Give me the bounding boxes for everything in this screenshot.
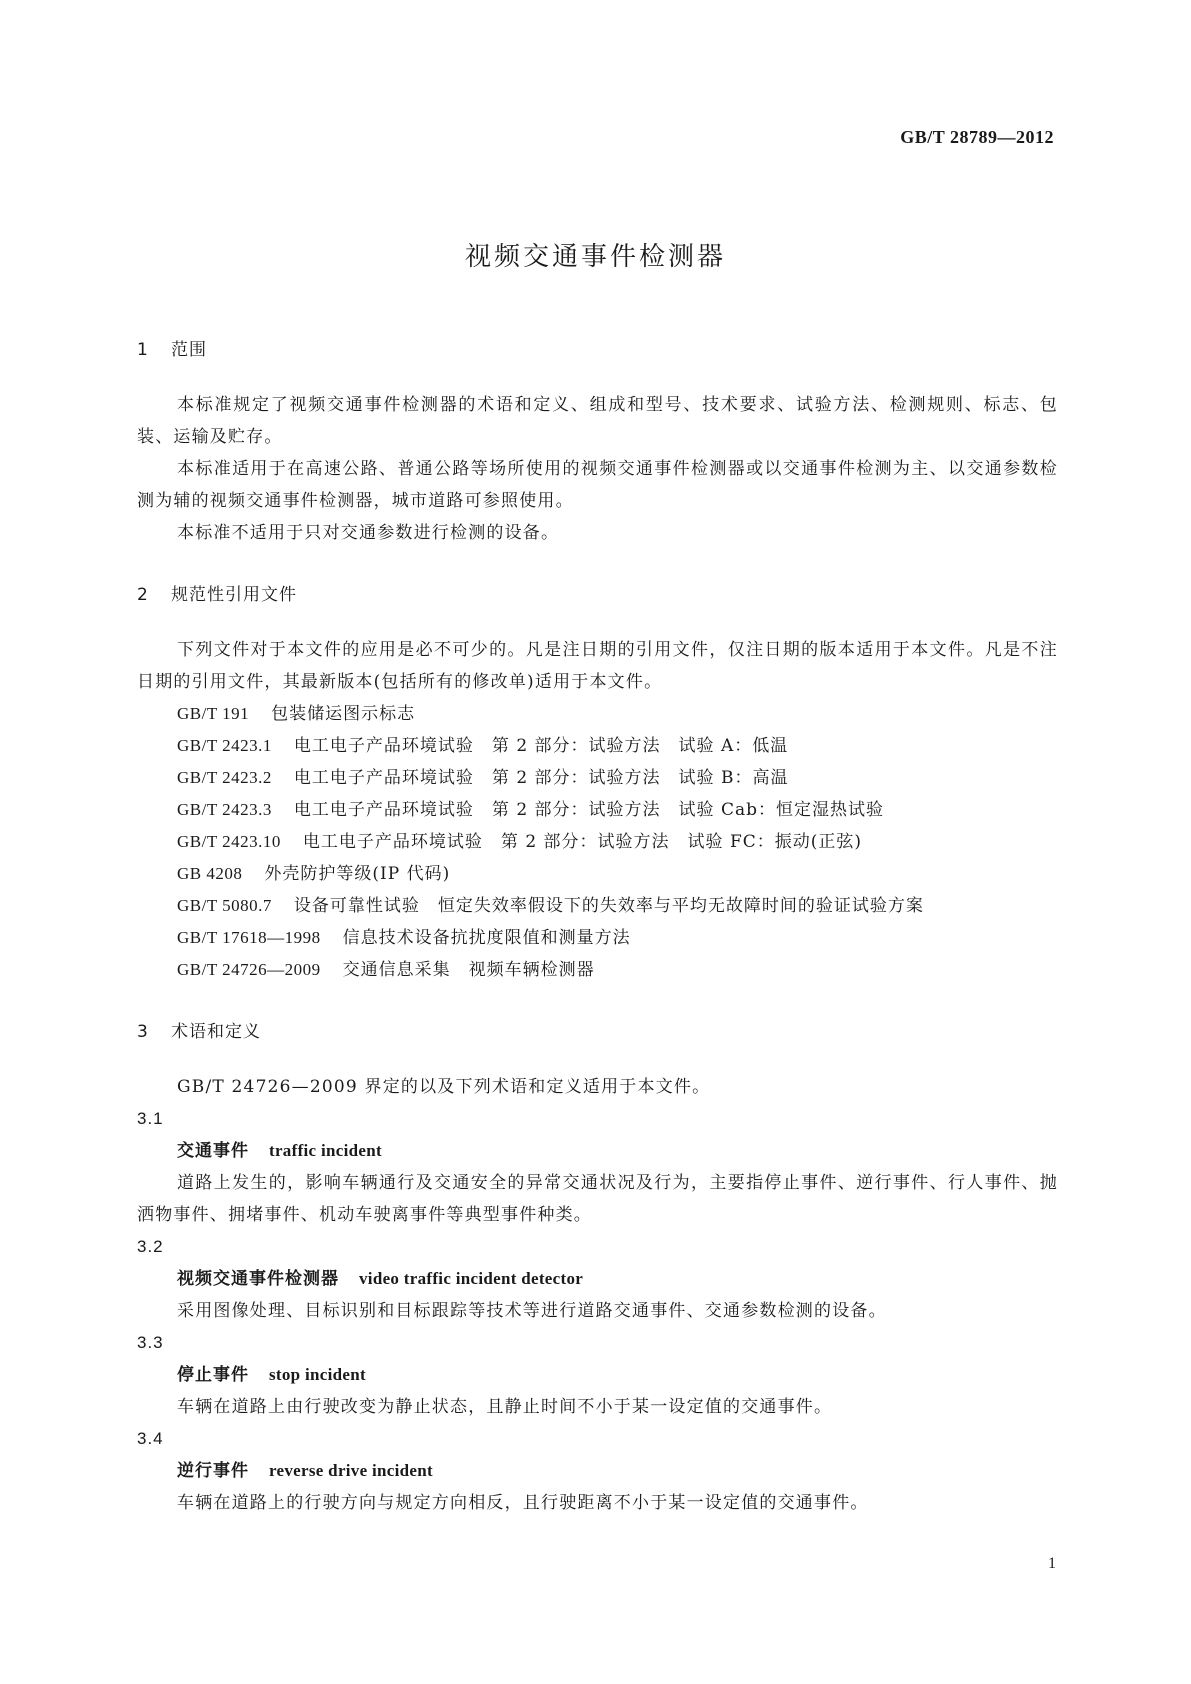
section-3-heading (137, 1019, 1058, 1045)
reference-code: GB/T 2423.2 (177, 768, 272, 787)
section-1-heading (137, 337, 1058, 363)
paragraph: 本标准适用于在高速公路、普通公路等场所使用的视频交通事件检测器或以交通事件检测为主、以交通参数检测为辅的视频交通事件检测器，城市道路可参照使用。 (137, 459, 1058, 511)
document-title: 视频交通事件检测器 (464, 242, 726, 272)
section-title: 范围 (171, 340, 207, 360)
term-en: reverse drive incident (269, 1461, 433, 1480)
reference-item (137, 922, 1058, 954)
reference-title: 设备可靠性试验 恒定失效率假设下的失效率与平均无故障时间的验证试验方案 (293, 896, 924, 916)
reference-item (137, 954, 1058, 986)
reference-item (137, 762, 1058, 794)
section-number: 1 (137, 340, 149, 360)
reference-code: GB/T 2423.10 (177, 832, 281, 851)
term-en: traffic incident (269, 1141, 382, 1160)
term-heading (137, 1359, 1058, 1391)
term-number: 3.2 (137, 1237, 164, 1256)
term-zh: 视频交通事件检测器 (177, 1269, 339, 1289)
section-number: 2 (137, 585, 149, 605)
reference-title: 外壳防护等级(IP 代码) (264, 864, 451, 884)
term-definition: 车辆在道路上的行驶方向与规定方向相反，且行驶距离不小于某一设定值的交通事件。 (177, 1493, 869, 1513)
term-definition: 车辆在道路上由行驶改变为静止状态，且静止时间不小于某一设定值的交通事件。 (177, 1397, 833, 1417)
term-heading (137, 1135, 1058, 1167)
reference-title: 电工电子产品环境试验 第 2 部分：试验方法 试验 B：高温 (293, 768, 789, 788)
term-en: stop incident (269, 1365, 366, 1384)
term-en: video traffic incident detector (359, 1269, 584, 1288)
section-number: 3 (137, 1022, 149, 1042)
reference-item (137, 698, 1058, 730)
reference-title: 交通信息采集 视频车辆检测器 (342, 960, 595, 980)
section-2-heading (137, 582, 1058, 608)
reference-title: 电工电子产品环境试验 第 2 部分：试验方法 试验 A：低温 (293, 736, 789, 756)
reference-code: GB 4208 (177, 864, 243, 883)
document-body (137, 337, 1058, 1519)
reference-item (137, 826, 1058, 858)
paragraph: 下列文件对于本文件的应用是必不可少的。凡是注日期的引用文件，仅注日期的版本适用于本文件。凡是不注日期的引用文件，其最新版本(包括所有的修改单)适用于本文件。 (137, 640, 1058, 692)
term-zh: 停止事件 (177, 1365, 249, 1385)
section-title: 规范性引用文件 (171, 585, 297, 605)
reference-code: GB/T 17618—1998 (177, 928, 321, 947)
reference-code: GB/T 24726—2009 (177, 960, 321, 979)
reference-title: 电工电子产品环境试验 第 2 部分：试验方法 试验 Cab：恒定湿热试验 (293, 800, 884, 820)
reference-code: GB/T 2423.3 (177, 800, 272, 819)
reference-item (137, 730, 1058, 762)
reference-title: 电工电子产品环境试验 第 2 部分：试验方法 试验 FC：振动(正弦) (302, 832, 863, 852)
paragraph: 本标准规定了视频交通事件检测器的术语和定义、组成和型号、技术要求、试验方法、检测规则、标志、包装、运输及贮存。 (137, 395, 1058, 447)
term-number: 3.1 (137, 1109, 164, 1128)
term-heading (137, 1455, 1058, 1487)
reference-item (137, 890, 1058, 922)
paragraph: 本标准不适用于只对交通参数进行检测的设备。 (177, 523, 560, 543)
term-zh: 逆行事件 (177, 1461, 249, 1481)
reference-title: 包装储运图示标志 (271, 704, 416, 724)
reference-item (137, 794, 1058, 826)
reference-code: GB/T 5080.7 (177, 896, 272, 915)
term-number: 3.4 (137, 1429, 164, 1448)
term-heading (137, 1263, 1058, 1295)
reference-title: 信息技术设备抗扰度限值和测量方法 (342, 928, 631, 948)
term-definition: 道路上发生的，影响车辆通行及交通安全的异常交通状况及行为，主要指停止事件、逆行事件、行人事件、抛洒物事件、拥堵事件、机动车驶离事件等典型事件种类。 (137, 1173, 1058, 1225)
term-number: 3.3 (137, 1333, 164, 1352)
term-zh: 交通事件 (177, 1141, 249, 1161)
term-definition: 采用图像处理、目标识别和目标跟踪等技术等进行道路交通事件、交通参数检测的设备。 (177, 1301, 887, 1321)
standard-code: GB/T 28789—2012 (900, 127, 1054, 147)
reference-code: GB/T 2423.1 (177, 736, 272, 755)
reference-code: GB/T 191 (177, 704, 250, 723)
reference-item (137, 858, 1058, 890)
section-title: 术语和定义 (171, 1022, 261, 1042)
page-number: 1 (1048, 1555, 1056, 1572)
paragraph: GB/T 24726—2009 界定的以及下列术语和定义适用于本文件。 (177, 1077, 711, 1097)
